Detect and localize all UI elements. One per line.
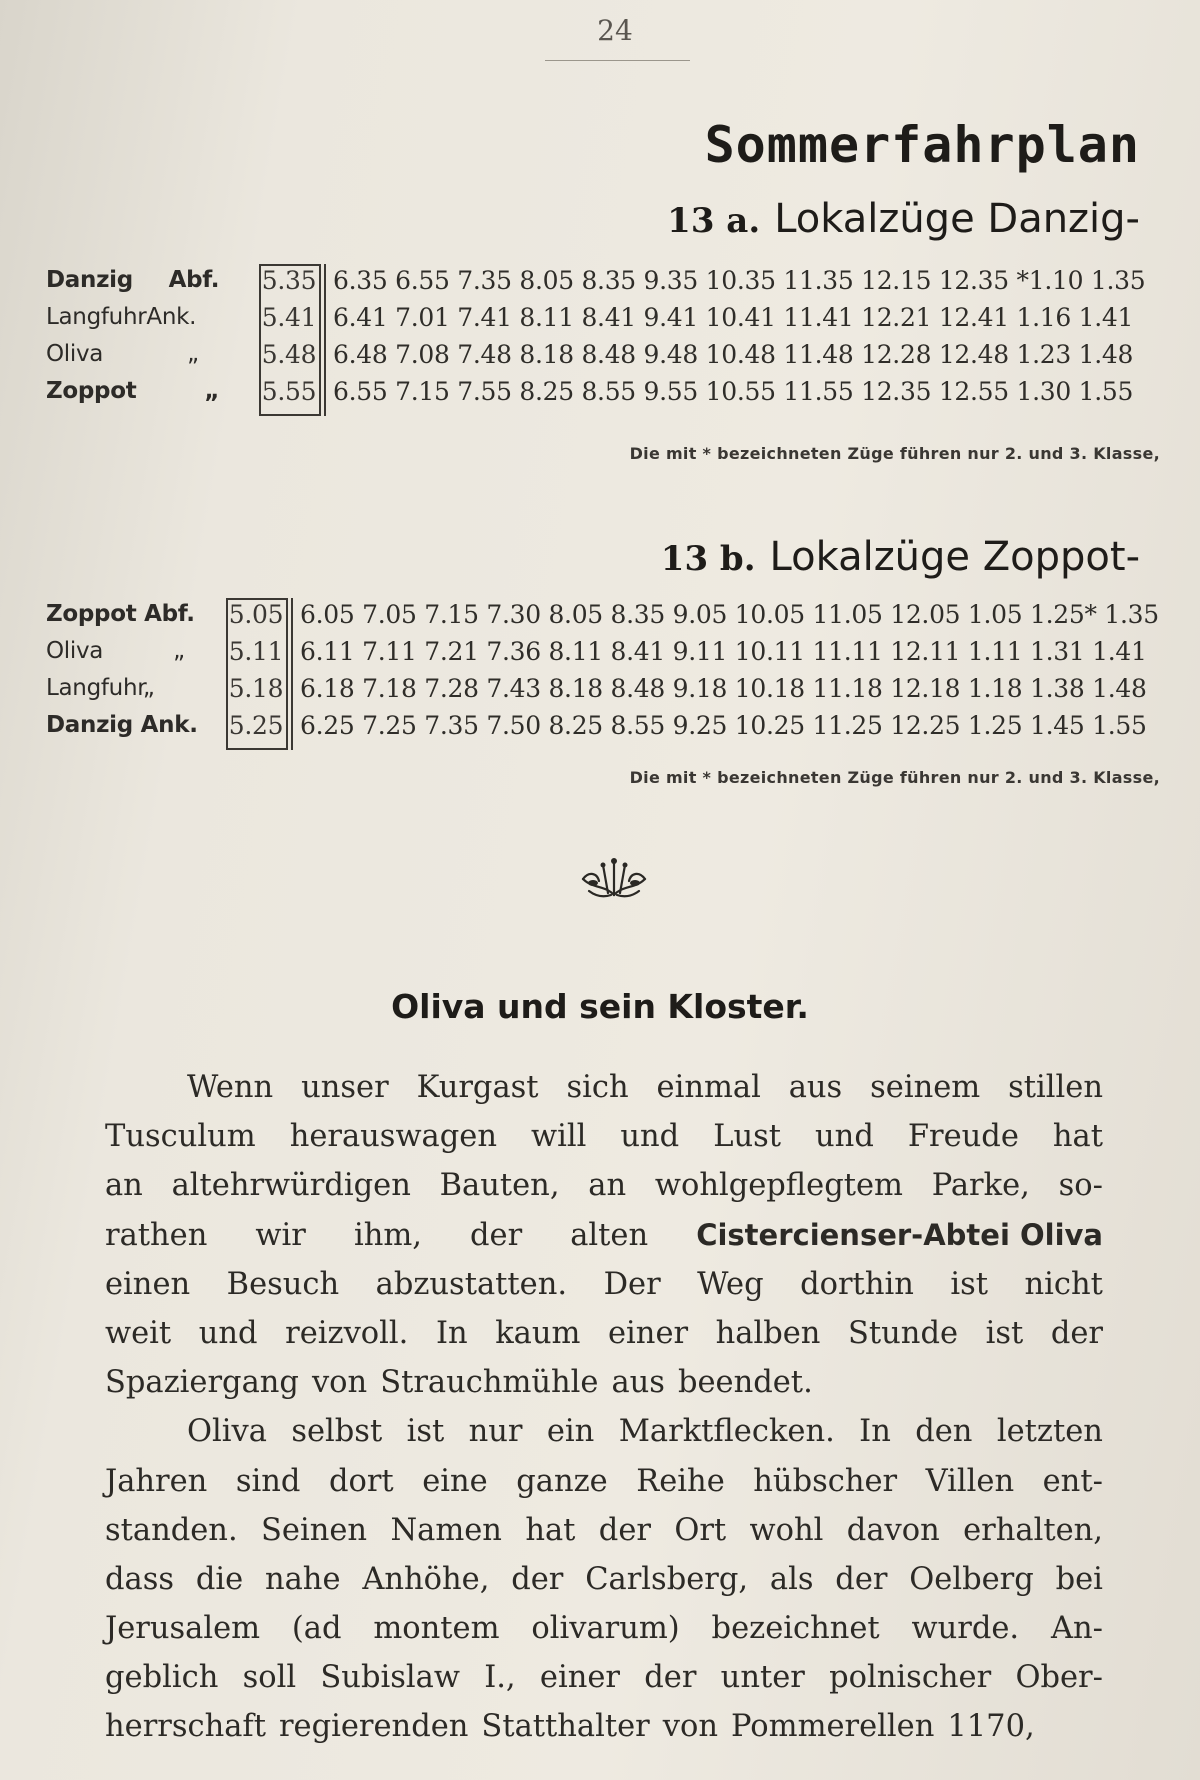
word: will [530, 1119, 587, 1155]
section-number: 13 a. [667, 201, 761, 241]
word: unser [301, 1070, 389, 1105]
word: unter [720, 1660, 805, 1696]
word: einer [539, 1660, 620, 1696]
word: der [644, 1660, 697, 1696]
station-name: Zoppot „ [46, 378, 220, 404]
word: soll [242, 1660, 297, 1696]
word: halben [715, 1315, 821, 1351]
word: beendet. [677, 1365, 813, 1401]
word: Stunde [848, 1315, 959, 1351]
word: Villen [925, 1463, 1015, 1499]
word: reizvoll. [285, 1315, 409, 1351]
word: alten [570, 1217, 649, 1253]
page-number: 24 [597, 14, 633, 47]
word: von [662, 1709, 718, 1745]
word: kaum [495, 1315, 581, 1351]
word: so- [1058, 1168, 1103, 1204]
station-name: Danzig Abf. [46, 267, 220, 293]
word: erhalten, [963, 1512, 1103, 1548]
word: einen [105, 1266, 191, 1302]
word: ent- [1042, 1463, 1103, 1499]
word: der [470, 1217, 523, 1253]
word: Namen [390, 1512, 502, 1548]
word: Jahren [105, 1463, 208, 1499]
word: abzustatten. [375, 1266, 568, 1302]
word: Lust [713, 1119, 782, 1155]
word: bei [1055, 1561, 1103, 1597]
text-line [105, 1161, 1103, 1210]
departure-times: 6.18 7.18 7.28 7.43 8.18 8.48 9.18 10.18 11.18 12.18 1.18 1.38 1.48 [300, 674, 1147, 703]
chapter-title: Oliva und sein Kloster. [391, 987, 809, 1026]
word: (ad [291, 1611, 342, 1647]
word: In [859, 1414, 891, 1450]
word: Reihe [636, 1463, 725, 1499]
departure-times: 6.35 6.55 7.35 8.05 8.35 9.35 10.35 11.35 12.15 12.35 *1.10 1.35 [333, 266, 1146, 295]
word: geblich [105, 1660, 219, 1696]
word: Besuch [226, 1266, 340, 1302]
word: wohlgepflegtem [654, 1168, 903, 1204]
departure-times: 6.55 7.15 7.55 8.25 8.55 9.55 10.55 11.55 12.35 12.55 1.30 1.55 [333, 377, 1134, 406]
first-departure: 5.35 [261, 266, 317, 295]
word: nahe [264, 1561, 341, 1597]
word: wohl [749, 1512, 824, 1548]
word: standen. [105, 1512, 238, 1548]
station-name: Langfuhr„ [46, 675, 155, 701]
station-name: LangfuhrAnk. [46, 304, 197, 330]
word: einer [608, 1315, 689, 1351]
word: stillen [1008, 1070, 1103, 1105]
word: und [815, 1119, 874, 1155]
word: wir [255, 1217, 306, 1253]
word: In [435, 1315, 468, 1351]
first-departure: 5.41 [261, 303, 317, 332]
timetable-footnote: Die mit * bezeichneten Züge führen nur 2. und 3. Klasse, [629, 768, 1160, 787]
word: und [620, 1119, 680, 1155]
word: selbst [291, 1414, 383, 1450]
departure-times: 6.11 7.11 7.21 7.36 8.11 8.41 9.11 10.11 11.11 12.11 1.11 1.31 1.41 [300, 637, 1147, 666]
word: eine [422, 1463, 488, 1499]
word: hat [525, 1512, 576, 1548]
first-departure: 5.48 [261, 340, 317, 369]
text-line [105, 1457, 1103, 1506]
word: altehrwürdigen [171, 1168, 411, 1204]
first-departure: 5.25 [228, 711, 284, 740]
word: weit [105, 1315, 172, 1351]
word: dorthin [800, 1266, 914, 1302]
word: Oelberg [909, 1561, 1034, 1597]
word: davon [846, 1512, 940, 1548]
word: rathen [105, 1217, 208, 1253]
text-line [105, 1211, 1103, 1260]
word: Tusculum [105, 1119, 256, 1155]
word: nur [468, 1414, 523, 1450]
word: Weg [697, 1266, 764, 1302]
timetable-footnote: Die mit * bezeichneten Züge führen nur 2. und 3. Klasse, [629, 444, 1160, 463]
word: dass [105, 1561, 175, 1597]
word: letzten [996, 1414, 1103, 1450]
word: aus [611, 1365, 665, 1401]
word: nicht [1024, 1266, 1103, 1302]
word: Ort [674, 1512, 727, 1548]
word: Strauchmühle [380, 1365, 599, 1401]
word: der [1050, 1315, 1103, 1351]
text-line [105, 1506, 1103, 1555]
word: von [311, 1365, 368, 1401]
word: Cistercienser-Abtei Oliva [696, 1217, 1103, 1252]
section-number: 13 b. [660, 539, 756, 579]
word: Carlsberg, [585, 1561, 749, 1597]
word: und [198, 1315, 258, 1351]
text-line [105, 1309, 1103, 1358]
word: der [511, 1561, 564, 1597]
section-title-13a [667, 196, 1140, 242]
main-title: Sommerfahrplan [704, 116, 1140, 174]
text-line [105, 1063, 1103, 1112]
word: bezeichnet [711, 1611, 880, 1647]
text-line [105, 1112, 1103, 1161]
word: der [598, 1512, 651, 1548]
text-line [105, 1702, 1103, 1751]
word: Jerusalem [105, 1611, 261, 1647]
word: montem [373, 1611, 500, 1647]
word: 1170, [947, 1709, 1035, 1745]
section-heading: Lokalzüge Danzig- [774, 196, 1140, 242]
word: polnischer [829, 1660, 992, 1696]
word: ist [950, 1266, 989, 1302]
text-line [105, 1358, 1103, 1407]
word: Kurgast [416, 1070, 539, 1105]
text-line [105, 1604, 1103, 1653]
word: Anhöhe, [362, 1561, 490, 1597]
text-line [105, 1260, 1103, 1309]
departure-times: 6.05 7.05 7.15 7.30 8.05 8.35 9.05 10.05 11.05 12.05 1.05 1.25* 1.35 [300, 600, 1159, 629]
text-line [105, 1555, 1103, 1604]
station-name: Danzig Ank. [46, 712, 198, 738]
word: die [195, 1561, 244, 1597]
word: seinem [870, 1070, 981, 1105]
word: dort [328, 1463, 394, 1499]
floral-ornament-icon [575, 855, 653, 901]
word: Ober- [1015, 1660, 1103, 1696]
word: sich [566, 1070, 629, 1105]
word: Bauten, [439, 1168, 560, 1204]
first-departure: 5.18 [228, 674, 284, 703]
word: Marktflecken. [618, 1414, 835, 1450]
word: Statthalter [481, 1709, 650, 1745]
station-name: Oliva „ [46, 638, 185, 664]
word: herauswagen [289, 1119, 497, 1155]
word: als [769, 1561, 814, 1597]
word: ganze [516, 1463, 608, 1499]
text-line [105, 1407, 1103, 1456]
word: ein [546, 1414, 595, 1450]
text-line [105, 1653, 1103, 1702]
word: Freude [907, 1119, 1019, 1155]
word: Subislaw [320, 1660, 460, 1696]
section-title-13b [661, 534, 1140, 580]
page-number-rule [545, 60, 690, 61]
word: Parke, [931, 1168, 1030, 1204]
word: olivarum) [531, 1611, 680, 1647]
word: einmal [656, 1070, 761, 1105]
word: sind [235, 1463, 301, 1499]
first-departure: 5.55 [261, 377, 317, 406]
word: an [105, 1168, 143, 1204]
word: ist [406, 1414, 445, 1450]
word: Spaziergang [105, 1365, 299, 1401]
word: ihm, [353, 1217, 422, 1253]
word: I., [484, 1660, 516, 1696]
station-name: Zoppot Abf. [46, 601, 195, 627]
departure-times: 6.41 7.01 7.41 8.11 8.41 9.41 10.41 11.41 12.21 12.41 1.16 1.41 [333, 303, 1134, 332]
word: an [588, 1168, 627, 1204]
first-departure: 5.05 [228, 600, 284, 629]
first-departure: 5.11 [228, 637, 284, 666]
word: Der [603, 1266, 661, 1302]
word: ist [985, 1315, 1024, 1351]
word: hübscher [753, 1463, 898, 1499]
departure-times: 6.25 7.25 7.35 7.50 8.25 8.55 9.25 10.25 11.25 12.25 1.25 1.45 1.55 [300, 711, 1147, 740]
word: Seinen [261, 1512, 368, 1548]
word: aus [788, 1070, 843, 1105]
word: wurde. [911, 1611, 1020, 1647]
word: hat [1052, 1119, 1103, 1155]
word: Pommerellen [731, 1709, 935, 1745]
word: herrschaft [105, 1709, 266, 1745]
word: den [915, 1414, 973, 1450]
word: regierenden [278, 1709, 469, 1745]
word: Oliva [187, 1414, 267, 1450]
word: Wenn [187, 1070, 274, 1105]
station-name: Oliva „ [46, 341, 199, 367]
word: der [835, 1561, 888, 1597]
section-heading: Lokalzüge Zoppot- [769, 534, 1140, 580]
word: An- [1050, 1611, 1103, 1647]
departure-times: 6.48 7.08 7.48 8.18 8.48 9.48 10.48 11.48 12.28 12.48 1.23 1.48 [333, 340, 1134, 369]
body-text [105, 1063, 1103, 1752]
